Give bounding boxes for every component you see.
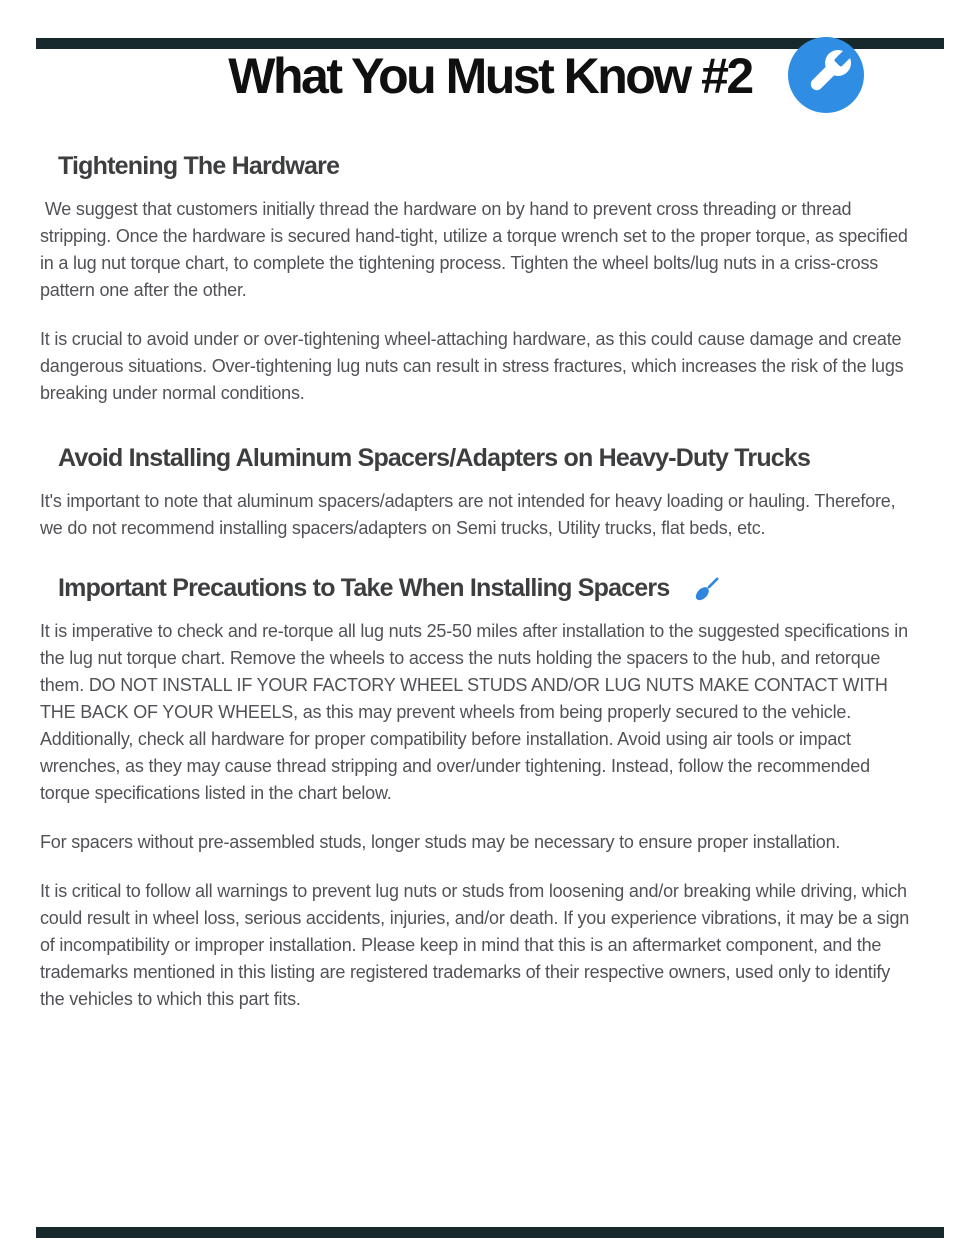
section-important-precautions [40, 570, 912, 1013]
section-heading-text: Tightening The Hardware [58, 152, 340, 180]
paragraph: It is critical to follow all warnings to prevent lug nuts or studs from loosening and/or breaking while driving, which could result in wheel loss, serious accidents, injuries, and/or death. If you experience vibrations, it may be a sign of incompatibility or improper installation. Please keep in mind that this is an aftermarket component, and the trademarks mentioned in this listing are registered trademarks of their respective owners, used only to identify the vehicles to which this part fits. [40, 881, 914, 1009]
bottom-edge-bar [36, 1227, 944, 1238]
paragraph: We suggest that customers initially thread the hardware on by hand to prevent cross threading or thread stripping. Once the hardware is secured hand-tight, utilize a torque wrench set to the proper torque, as specified in a lug nut torque chart, to complete the tightening process. Tighten the wheel bolts/lug nuts in a criss-cross pattern one after the other. [40, 199, 913, 300]
content [40, 148, 912, 1013]
section-avoid-aluminum-spacers [40, 440, 912, 542]
paragraph: It's important to note that aluminum spacers/adapters are not intended for heavy loading or hauling. Therefore, we do not recommend installing spacers/adapters on Semi trucks, Utility trucks, flat beds, etc. [40, 491, 901, 538]
page-title: What You Must Know #2 [228, 48, 752, 104]
screwdriver-icon [691, 571, 725, 605]
wrench-icon [788, 37, 864, 113]
section-heading [58, 148, 912, 184]
section-heading-text: Avoid Installing Aluminum Spacers/Adapters on Heavy-Duty Trucks [58, 444, 811, 472]
page [0, 38, 980, 1238]
paragraph: It is crucial to avoid under or over-tightening wheel-attaching hardware, as this could cause damage and create dangerous situations. Over-tightening lug nuts can result in stress fractures, which increases the risk of the lugs breaking under normal conditions. [40, 329, 909, 403]
paragraph: For spacers without pre-assembled studs, longer studs may be necessary to ensure proper installation. [40, 832, 841, 852]
section-heading [58, 570, 912, 606]
section-tightening-hardware [40, 148, 912, 407]
section-heading-text: Important Precautions to Take When Installing Spacers [58, 574, 670, 602]
section-heading [58, 440, 912, 476]
paragraph: It is imperative to check and re-torque all lug nuts 25-50 miles after installation to the suggested specifications in the lug nut torque chart. Remove the wheels to access the nuts holding the spacers to the hub, and retorque them. DO NOT INSTALL IF YOUR FACTORY WHEEL STUDS AND/OR LUG NUTS MAKE CONTACT WITH THE BACK OF YOUR WHEELS, as this may prevent wheels from being properly secured to the vehicle. Additionally, check all hardware for proper compatibility before installation. Avoid using air tools or impact wrenches, as they may cause thread stripping and over/under tightening. Instead, follow the recommended torque specifications listed in the chart below. [40, 621, 913, 803]
header [0, 38, 980, 114]
